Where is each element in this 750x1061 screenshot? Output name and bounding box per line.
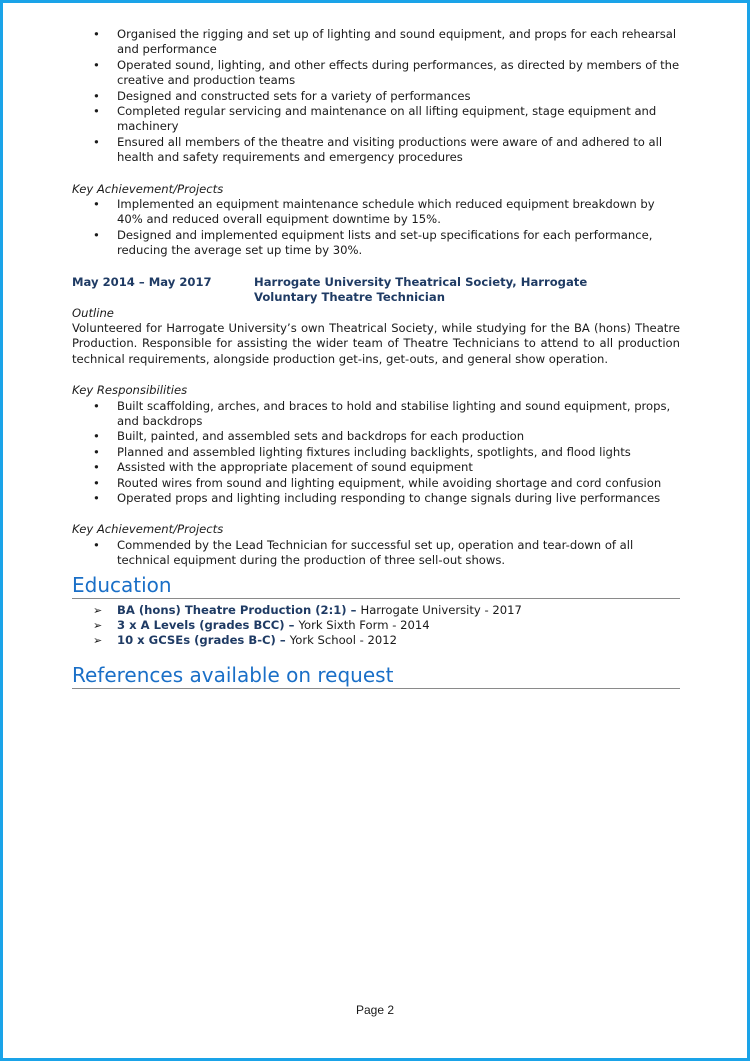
arrow-right-icon: ➢ — [93, 619, 103, 632]
arrow-right-icon: ➢ — [93, 603, 103, 617]
list-item: • Designed and constructed sets for a variety of performances — [72, 89, 680, 104]
references-heading: References available on request — [72, 663, 680, 689]
job2-dates: May 2014 – May 2017 — [72, 274, 212, 289]
education-item — [72, 618, 680, 633]
education-qualification: 3 x A Levels (grades BCC) — [117, 618, 285, 632]
job2-achievements-heading: Key Achievement/Projects — [72, 522, 224, 537]
job2-employer: Harrogate University Theatrical Society, Harrogate — [254, 274, 588, 289]
job2-responsibilities-list — [72, 399, 680, 507]
job2-header — [72, 275, 680, 306]
job2-responsibilities-heading: Key Responsibilities — [72, 383, 188, 398]
list-item: • Built scaffolding, arches, and braces to hold and stabilise lighting and sound equipment, props, and backdrops — [72, 399, 680, 430]
job1-achievements-heading: Key Achievement/Projects — [72, 181, 224, 196]
job2-outline-text: Volunteered for Harrogate University’s own Theatrical Society, while studying for the BA (hons) Theatre Production. Responsible for assisting the wider team of Theatre Technicians to attend to all production technical requirements, alongside production get-ins, get-outs, and general show operation. — [72, 320, 680, 366]
education-dash: – — [275, 633, 290, 648]
list-item: • Organised the rigging and set up of lighting and sound equipment, and props for each rehearsal and performance — [72, 27, 680, 58]
job2-title-block — [254, 275, 587, 306]
list-item: • Built, painted, and assembled sets and backdrops for each production — [72, 429, 680, 444]
list-item: • Ensured all members of the theatre and visiting productions were aware of and adhered to all health and safety requirements and emergency procedures — [72, 135, 680, 166]
list-item: • Completed regular servicing and maintenance on all lifting equipment, stage equipment and machinery — [72, 104, 680, 135]
education-qualification: 10 x GCSEs (grades B-C) — [117, 633, 276, 648]
list-item: • Implemented an equipment maintenance schedule which reduced equipment breakdown by 40% and reduced overall equipment downtime by 15%. — [72, 197, 680, 228]
education-qualification: BA (hons) Theatre Production (2:1) — [117, 602, 347, 617]
list-item: • Operated props and lighting including responding to change signals during live performances — [72, 491, 680, 506]
education-item — [72, 633, 680, 648]
education-dash: – — [284, 618, 299, 632]
cv-page-content — [72, 27, 680, 689]
education-item — [72, 603, 680, 618]
list-item: • Assisted with the appropriate placement of sound equipment — [72, 460, 680, 475]
list-item: • Operated sound, lighting, and other effects during performances, as directed by members of the creative and production teams — [72, 58, 680, 89]
education-detail: York Sixth Form - 2014 — [298, 618, 430, 632]
job1-achievements-list — [72, 197, 680, 259]
education-detail: Harrogate University - 2017 — [360, 602, 522, 617]
education-heading: Education — [72, 573, 680, 599]
job2-role: Voluntary Theatre Technician — [254, 290, 445, 305]
arrow-right-icon: ➢ — [93, 634, 103, 648]
education-list — [72, 603, 680, 649]
education-dash: – — [346, 602, 361, 617]
list-item: • Commended by the Lead Technician for successful set up, operation and tear-down of all technical equipment during the production of three sell-out shows. — [72, 538, 680, 569]
page-number: Page 2 — [355, 1003, 395, 1017]
job1-responsibilities-list — [72, 27, 680, 166]
job2-achievements-list — [72, 538, 680, 569]
job2-outline-heading: Outline — [72, 305, 114, 320]
list-item: • Designed and implemented equipment lists and set-up specifications for each performance, reducing the average set up time by 30%. — [72, 228, 680, 259]
list-item: • Planned and assembled lighting fixtures including backlights, spotlights, and flood lights — [72, 445, 680, 460]
list-item: • Routed wires from sound and lighting equipment, while avoiding shortage and cord confusion — [72, 476, 680, 491]
education-detail: York School - 2012 — [289, 633, 398, 648]
